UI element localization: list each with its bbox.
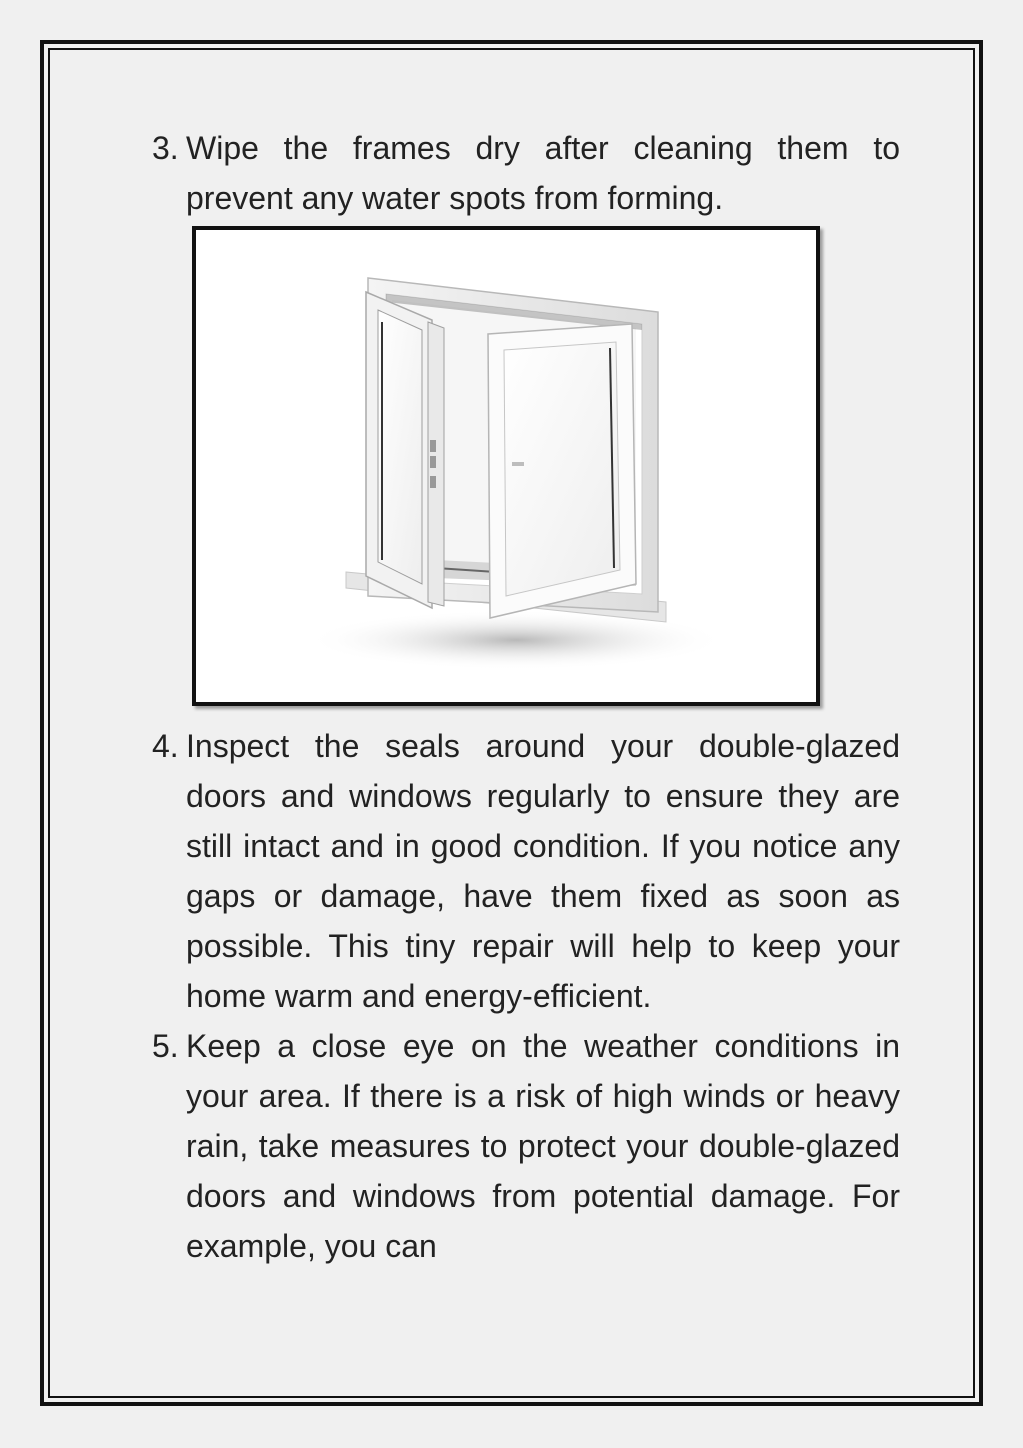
list-text: Inspect the seals around your double-glazed doors and windows regularly to ensure they are still intact and in good condition. If you notice any gaps or damage, have them fixed as soon as possible. This tiny repair will help to keep your home warm and energy-efficient. — [186, 728, 900, 1014]
list-number: 5. — [152, 1028, 179, 1064]
list-item — [152, 1021, 900, 1271]
list-number: 3. — [152, 130, 179, 166]
tips-list-top — [152, 123, 900, 223]
list-number: 4. — [152, 728, 179, 764]
casement-window-image — [196, 230, 816, 702]
tips-list-bottom — [152, 721, 900, 1271]
list-text: Wipe the frames dry after cleaning them to prevent any water spots from forming. — [186, 130, 900, 216]
list-text: Keep a close eye on the weather conditions in your area. If there is a risk of high winds or heavy rain, take measures to protect your double-glazed doors and windows from potential damage. For example, you can — [186, 1028, 900, 1264]
list-item — [152, 721, 900, 1021]
window-photo — [192, 226, 820, 706]
list-item — [152, 123, 900, 223]
